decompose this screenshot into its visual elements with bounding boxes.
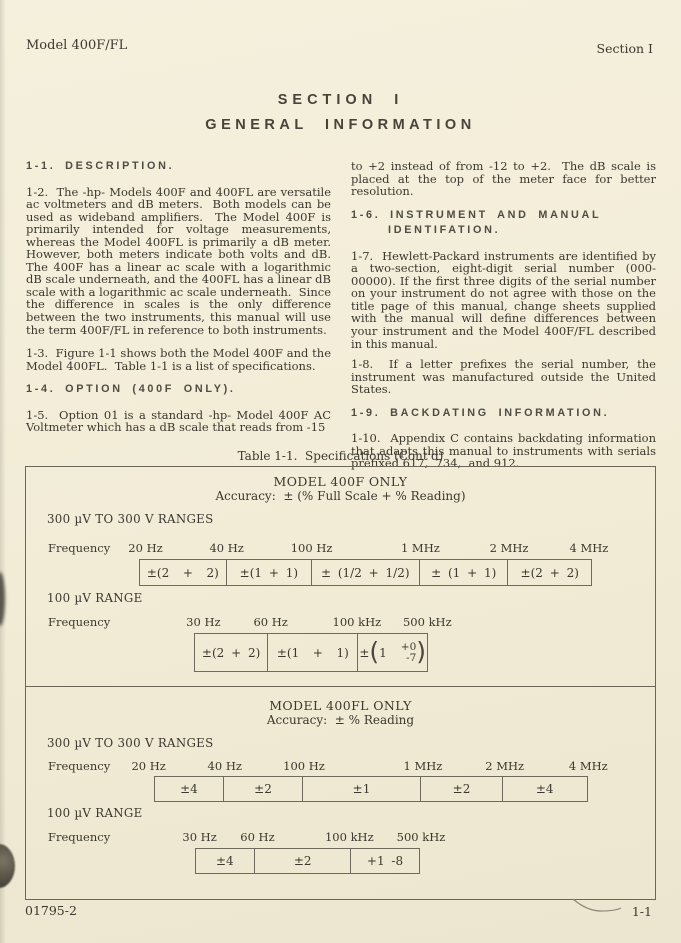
spec-cell: ±4 [196, 849, 256, 873]
table-400f-range1-label: 300 µV TO 300 V RANGES [47, 512, 214, 526]
freq-tick: 2 MHz [489, 541, 529, 555]
footer-part-number: 01795-2 [25, 903, 77, 918]
paragraph-1-5: 1-5. Option 01 is a standard -hp- Model 400F AC Voltmeter which has a dB scale that reads from -15 [26, 407, 335, 435]
body-columns [26, 159, 660, 481]
spec-cell: ±(2 + 2) [140, 560, 228, 585]
tolerance-lower: -7 [406, 651, 417, 664]
frequency-label: Frequency [48, 615, 111, 629]
footer-page-number: 1-1 [631, 904, 652, 919]
table-caption: Table 1-1. Specifications (Cont'd) [237, 449, 444, 463]
table-400fl-heading: MODEL 400FL ONLY [269, 698, 412, 713]
left-column [26, 160, 339, 481]
spec-cell: ±2 [421, 777, 503, 801]
freq-tick: 40 Hz [207, 759, 242, 773]
heading-backdating: 1-9. BACKDATING INFORMATION. [351, 406, 610, 419]
freq-tick: 4 MHz [568, 759, 608, 773]
paragraph-1-7: 1-7. Hewlett-Packard instruments are identified by a two-section, eight-digit serial number (000-00000). If the first three digits of the serial number on your instrument do not agree with those on the title page of this manual, change sheets supplied with the manual will define differences between your instrument and the Model 400F/FL described in this manual. [351, 248, 660, 351]
paragraph-1-5-continued: to +2 instead of from -12 to +2. The dB scale is placed at the top of the meter face for better resolution. [351, 159, 660, 199]
scan-edge-shadow [0, 0, 6, 943]
tolerance-upper: +0 [400, 640, 417, 653]
table-400fl-range1-label: 300 µV TO 300 V RANGES [47, 736, 214, 750]
spec-cell: ±1 [303, 777, 421, 801]
spec-cell: ±4 [155, 777, 225, 801]
table-400f-heading: MODEL 400F ONLY [273, 474, 408, 489]
heading-description: 1-1. DESCRIPTION. [26, 160, 175, 172]
table-400fl-range1-frequency-row [26, 759, 655, 774]
paragraph-1-10: 1-10. Appendix C contains backdating information that adapts this manual to instruments with serials prefixed 617, 734, and 912. [351, 431, 660, 471]
frequency-label: Frequency [48, 830, 111, 844]
open-paren: ( [369, 637, 380, 666]
specifications-table [25, 466, 656, 900]
freq-tick: 20 Hz [131, 759, 166, 773]
scan-mark-curve [571, 896, 623, 916]
scan-artifact-holepunch [0, 844, 15, 888]
table-400fl-range2-label: 100 µV RANGE [47, 806, 143, 820]
freq-tick: 1 MHz [400, 541, 440, 555]
spec-cell: ± (1/2 + 1/2) [312, 560, 420, 585]
freq-tick: 60 Hz [240, 830, 275, 844]
plus-minus-sign: ± [359, 645, 370, 660]
spec-cell-stacked-tolerance [358, 634, 426, 671]
table-400f-range1-values [139, 559, 593, 586]
spec-cell: ±2 [255, 849, 351, 873]
freq-tick: 4 MHz [569, 541, 609, 555]
table-400fl-range1-values [154, 776, 588, 802]
section-title-line2: GENERAL INFORMATION [205, 117, 476, 133]
section-title-line1: SECTION I [277, 92, 404, 108]
freq-tick: 100 kHz [324, 830, 374, 844]
freq-tick: 40 Hz [209, 541, 244, 555]
freq-tick: 60 Hz [253, 615, 288, 629]
table-400f-range2-label: 100 µV RANGE [47, 591, 143, 605]
freq-tick: 100 Hz [283, 759, 325, 773]
freq-tick: 500 kHz [396, 830, 446, 844]
frequency-label: Frequency [48, 759, 111, 773]
table-400fl-range2-frequency-row [26, 830, 655, 845]
tolerance-stack [401, 642, 416, 664]
freq-tick: 100 Hz [290, 541, 333, 555]
section-title [0, 92, 681, 133]
freq-tick: 30 Hz [186, 615, 221, 629]
tolerance-value: 1 [379, 645, 387, 660]
spec-cell: ±4 [535, 782, 554, 796]
paragraph-1-3: 1-3. Figure 1-1 shows both the Model 400F and the Model 400FL. Table 1-1 is a list of specifications. [26, 346, 335, 373]
running-header-section: Section I [596, 41, 653, 56]
heading-instrument-identification [351, 209, 656, 237]
table-400f-range2-frequency-row [26, 615, 655, 630]
heading-identification-line1: 1-6. INSTRUMENT AND MANUAL [351, 208, 602, 221]
freq-tick: 1 MHz [403, 759, 443, 773]
table-section-divider [26, 686, 655, 687]
spec-cell: ±(2 + 2) [195, 634, 268, 671]
spec-cell: ±(1 + 1) [227, 560, 311, 585]
paragraph-1-8: 1-8. If a letter prefixes the serial number, the instrument was manufactured outside the United States. [351, 357, 660, 397]
heading-option: 1-4. OPTION (400F ONLY). [26, 383, 236, 396]
table-400f-range2-values [194, 633, 428, 672]
frequency-label: Frequency [48, 541, 111, 555]
close-paren: ) [416, 637, 427, 666]
spec-cell: ±(1 + 1) [268, 634, 358, 671]
heading-identification-line2: IDENTIFATION. [388, 224, 501, 237]
paragraph-1-2: 1-2. The -hp- Models 400F and 400FL are versatile ac voltmeters and dB meters. Both models can be used as wideband amplifiers. The Model 400F is primarily intended for voltage measurements, whereas the Model 400FL is primarily a dB meter. However, both meters indicate both volts and dB. The 400F has a linear ac scale with a logarithmic dB scale underneath, and the 400FL has a linear dB scale with a logarithmic ac scale underneath. Since the difference in scales is the only difference between the two instruments, this manual will use the term 400F/FL in reference to both instruments. [26, 184, 339, 337]
freq-tick: 2 MHz [485, 759, 525, 773]
freq-tick: 20 Hz [128, 541, 163, 555]
freq-tick: 100 kHz [332, 615, 382, 629]
running-header-model: Model 400F/FL [26, 38, 128, 53]
table-400fl-range2-values [195, 848, 420, 874]
freq-tick: 30 Hz [182, 830, 217, 844]
table-400f-accuracy: Accuracy: ± (% Full Scale + % Reading) [215, 489, 466, 503]
right-column [351, 159, 660, 481]
spec-cell: +1 -8 [366, 854, 404, 868]
spec-cell: ±(2 + 2) [520, 565, 579, 580]
spec-cell: ±2 [224, 777, 303, 801]
spec-cell: ± (1 + 1) [420, 560, 508, 585]
table-400fl-accuracy: Accuracy: ± % Reading [266, 713, 415, 727]
freq-tick: 500 kHz [402, 615, 452, 629]
table-400f-range1-frequency-row [26, 541, 655, 556]
